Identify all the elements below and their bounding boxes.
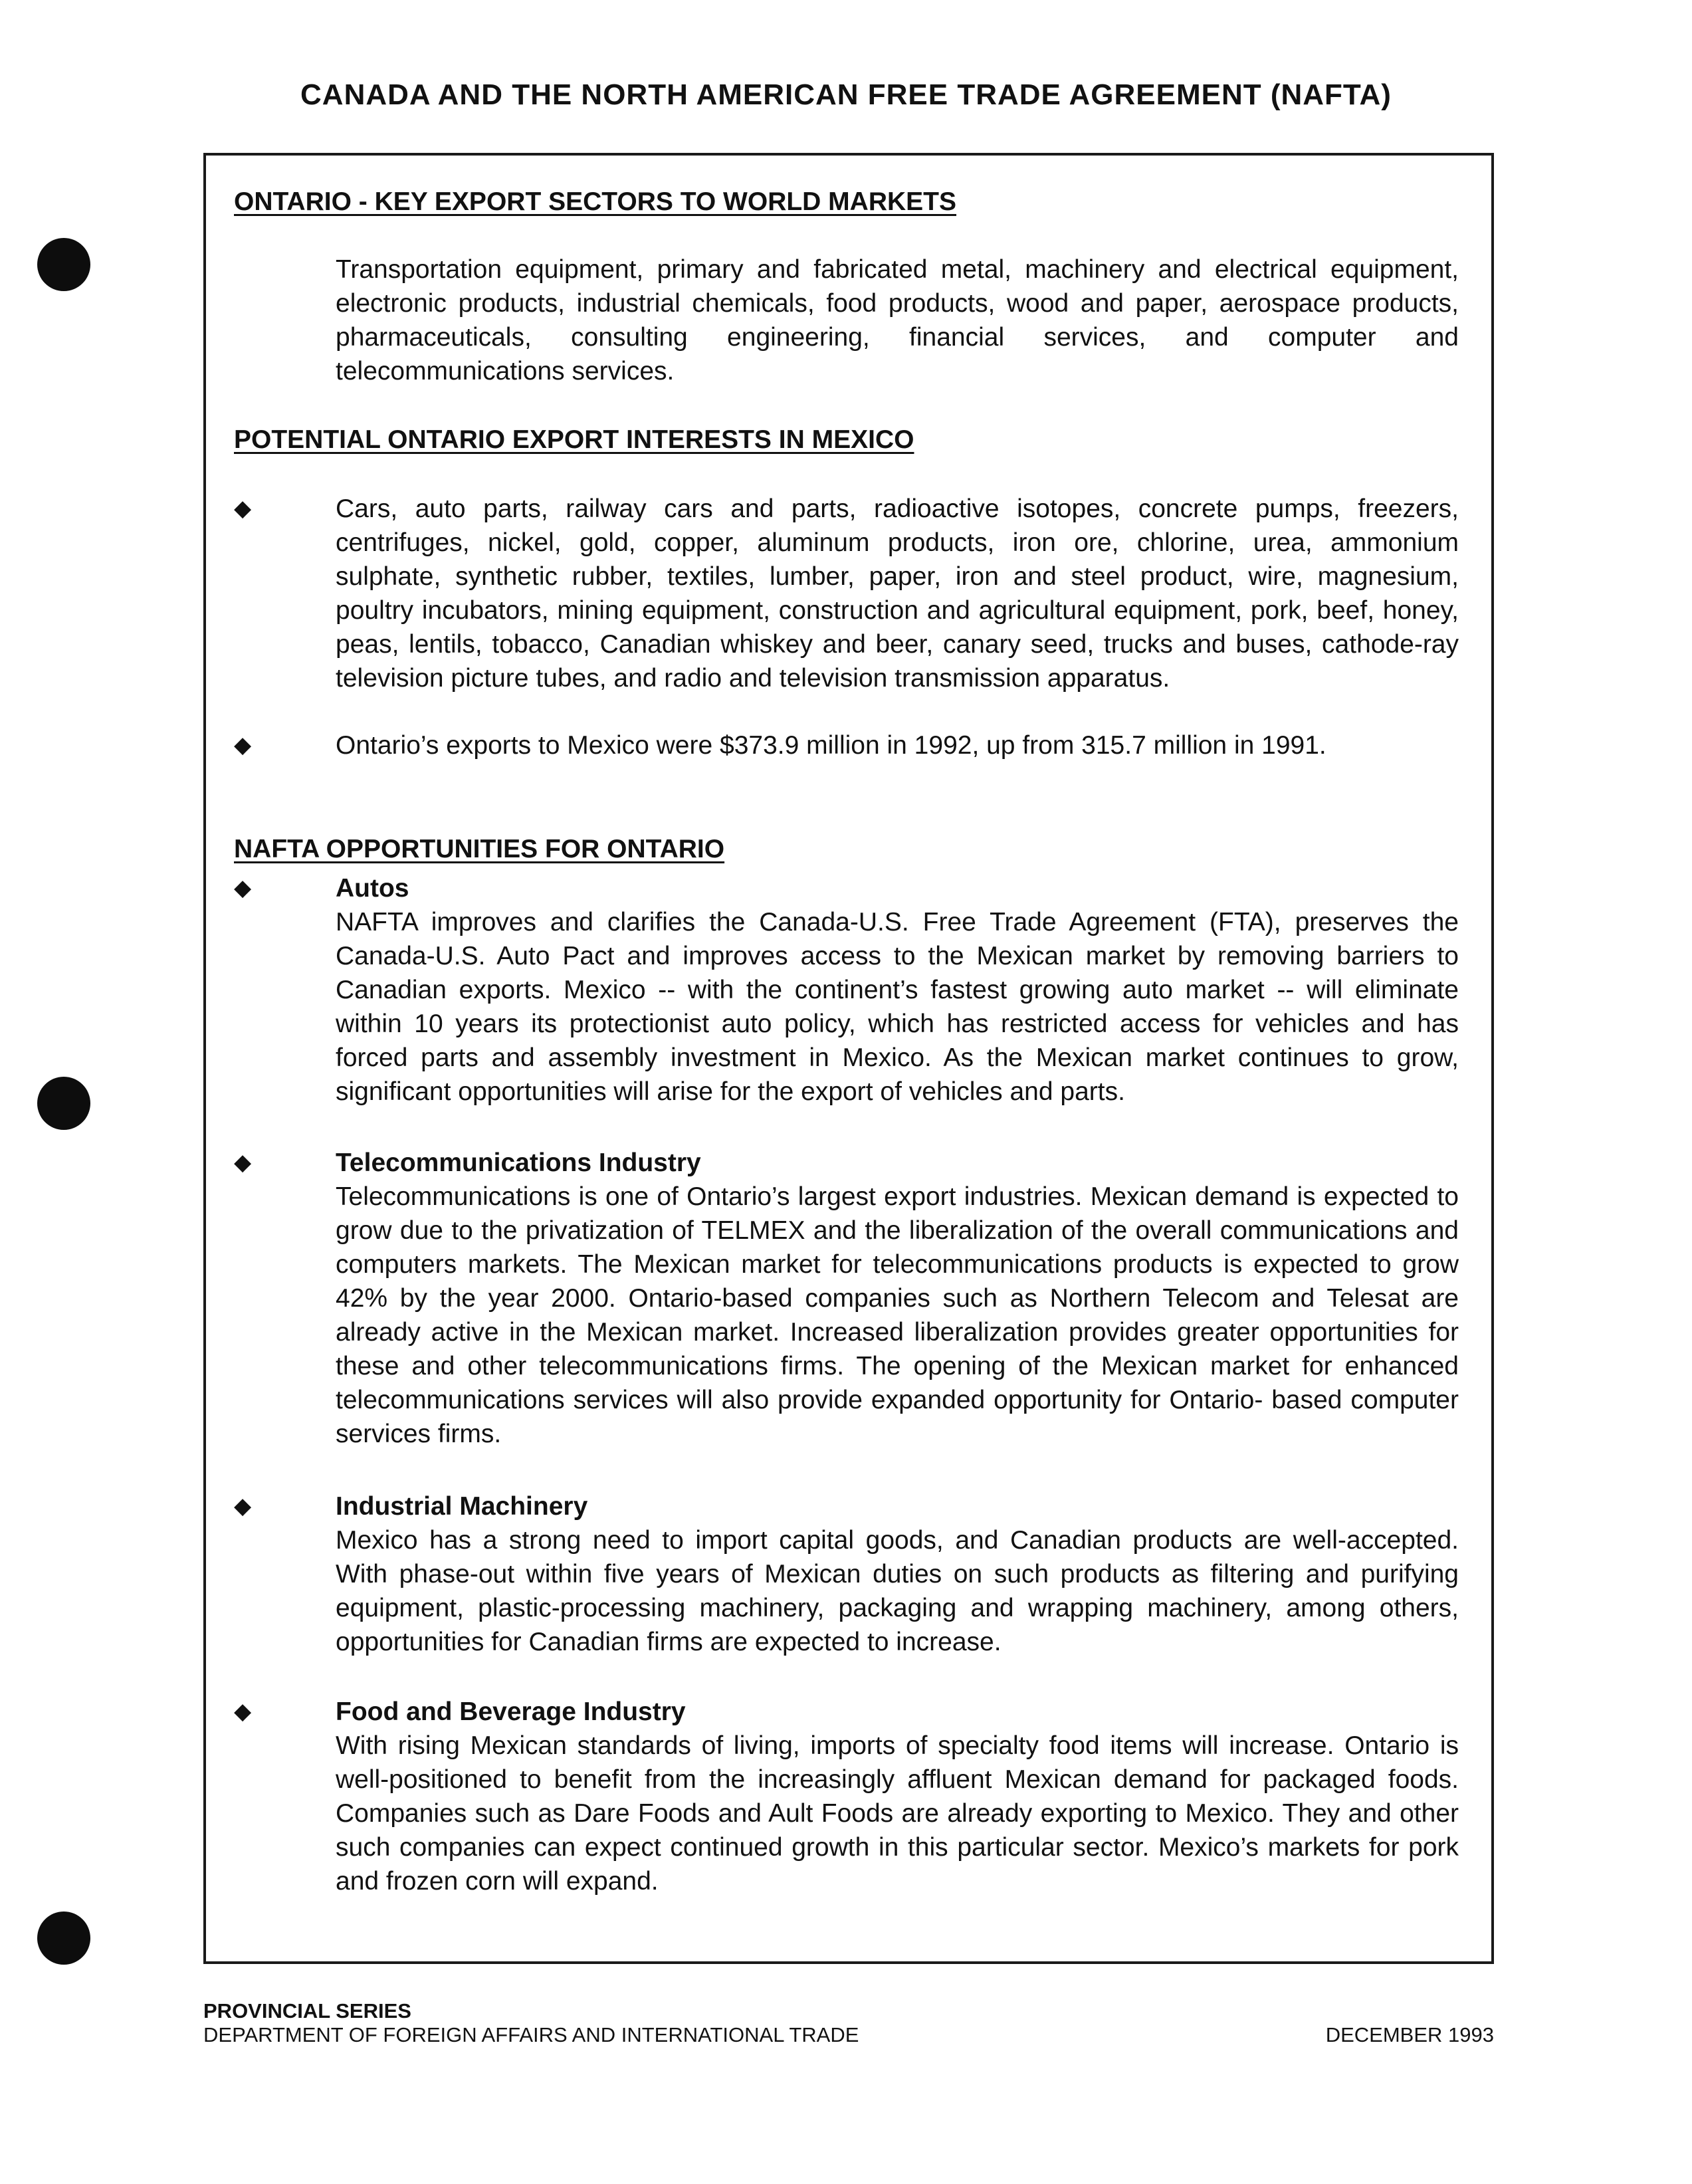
opportunity-text-machinery: Mexico has a strong need to import capital goods, and Canadian products are well-accepted. With phase-out within five years of Mexican duties on such products as filtering and purifying equipment, plastic-processing machinery, packaging and wrapping machinery, among others, opportunities for Canadian firms are expected to increase. [336,1526,1459,1656]
page-title: CANADA AND THE NORTH AMERICAN FREE TRADE AGREEMENT (NAFTA) [300,78,1392,111]
bullet-icon: ◆ [234,875,252,901]
opportunity-title-autos: Autos [336,874,409,903]
export-sectors-text: Transportation equipment, primary and fabricated metal, machinery and electrical equipment, electronic products, industrial chemicals, food products, wood and paper, aerospace products, pharmaceuticals, consulting engineering, financial services, and computer and telecommunications services. [336,255,1459,385]
footer-date: DECEMBER 1993 [1325,2023,1494,2046]
punch-hole-bottom [37,1911,90,1965]
opportunity-text-telecom: Telecommunications is one of Ontario’s largest export industries. Mexican demand is expected to grow due to the privatization of TELMEX and the liberalization of the overall communications and computers markets. The Mexican market for telecommunications products is expected to grow 42% by the year 2000. Ontario-based companies such as Northern Telecom and Telesat are already active in the Mexican market. Increased liberalization provides greater opportunities for these and other telecommunications firms. The opening of the Mexican market for enhanced telecommunications services will also provide expanded opportunity for Ontario- based computer services firms. [336,1182,1459,1448]
footer-series: PROVINCIAL SERIES [203,1999,411,2022]
export-sectors-heading: ONTARIO - KEY EXPORT SECTORS TO WORLD MARKETS [234,187,957,216]
opportunity-title-machinery: Industrial Machinery [336,1492,588,1521]
bullet-icon: ◆ [234,496,252,521]
opportunity-text-autos: NAFTA improves and clarifies the Canada-U.S. Free Trade Agreement (FTA), preserves the Canada-U.S. Auto Pact and improves access to the Mexican market by removing barriers to Canadian exports. Mexico -- with the continent’s fastest growing auto market -- will eliminate within 10 years its protectionist auto policy, which has restricted access for vehicles and has forced parts and assembly investment in Mexico. As the Mexican market continues to grow, significant opportunities will arise for the export of vehicles and parts. [336,908,1459,1106]
bullet-icon: ◆ [234,1493,252,1519]
opportunity-title-food: Food and Beverage Industry [336,1697,686,1726]
opportunity-title-telecom: Telecommunications Industry [336,1148,701,1177]
bullet-icon: ◆ [234,1150,252,1175]
mexico-interests-heading: POTENTIAL ONTARIO EXPORT INTERESTS IN MEXICO [234,425,914,454]
mexico-interest-item: Cars, auto parts, railway cars and parts, radioactive isotopes, concrete pumps, freezers, centrifuges, nickel, gold, copper, aluminum products, iron ore, chlorine, urea, ammonium sulphate, synthetic rubber, textiles, lumber, paper, iron and steel product, wire, magnesium, poultry incubators, mining equipment, construction and agricultural equipment, pork, beef, honey, peas, lentils, tobacco, Canadian whiskey and beer, canary seed, trucks and buses, cathode-ray television picture tubes, and radio and television transmission apparatus. [336,494,1459,693]
footer-department: DEPARTMENT OF FOREIGN AFFAIRS AND INTERNATIONAL TRADE [203,2023,859,2046]
bullet-icon: ◆ [234,1699,252,1724]
punch-hole-middle [37,1077,90,1130]
opportunity-text-food: With rising Mexican standards of living, imports of specialty food items will increase. Ontario is well-positioned to benefit from the increasingly affluent Mexican demand for packaged foods. Companies such as Dare Foods and Ault Foods are already exporting to Mexico. They and other such companies can expect continued growth in this particular sector. Mexico’s markets for pork and frozen corn will expand. [336,1731,1459,1896]
punch-hole-top [37,238,90,291]
bullet-icon: ◆ [234,732,252,758]
opportunities-heading: NAFTA OPPORTUNITIES FOR ONTARIO [234,835,725,863]
mexico-interest-item: Ontario’s exports to Mexico were $373.9 million in 1992, up from 315.7 million in 1991. [336,731,1326,760]
